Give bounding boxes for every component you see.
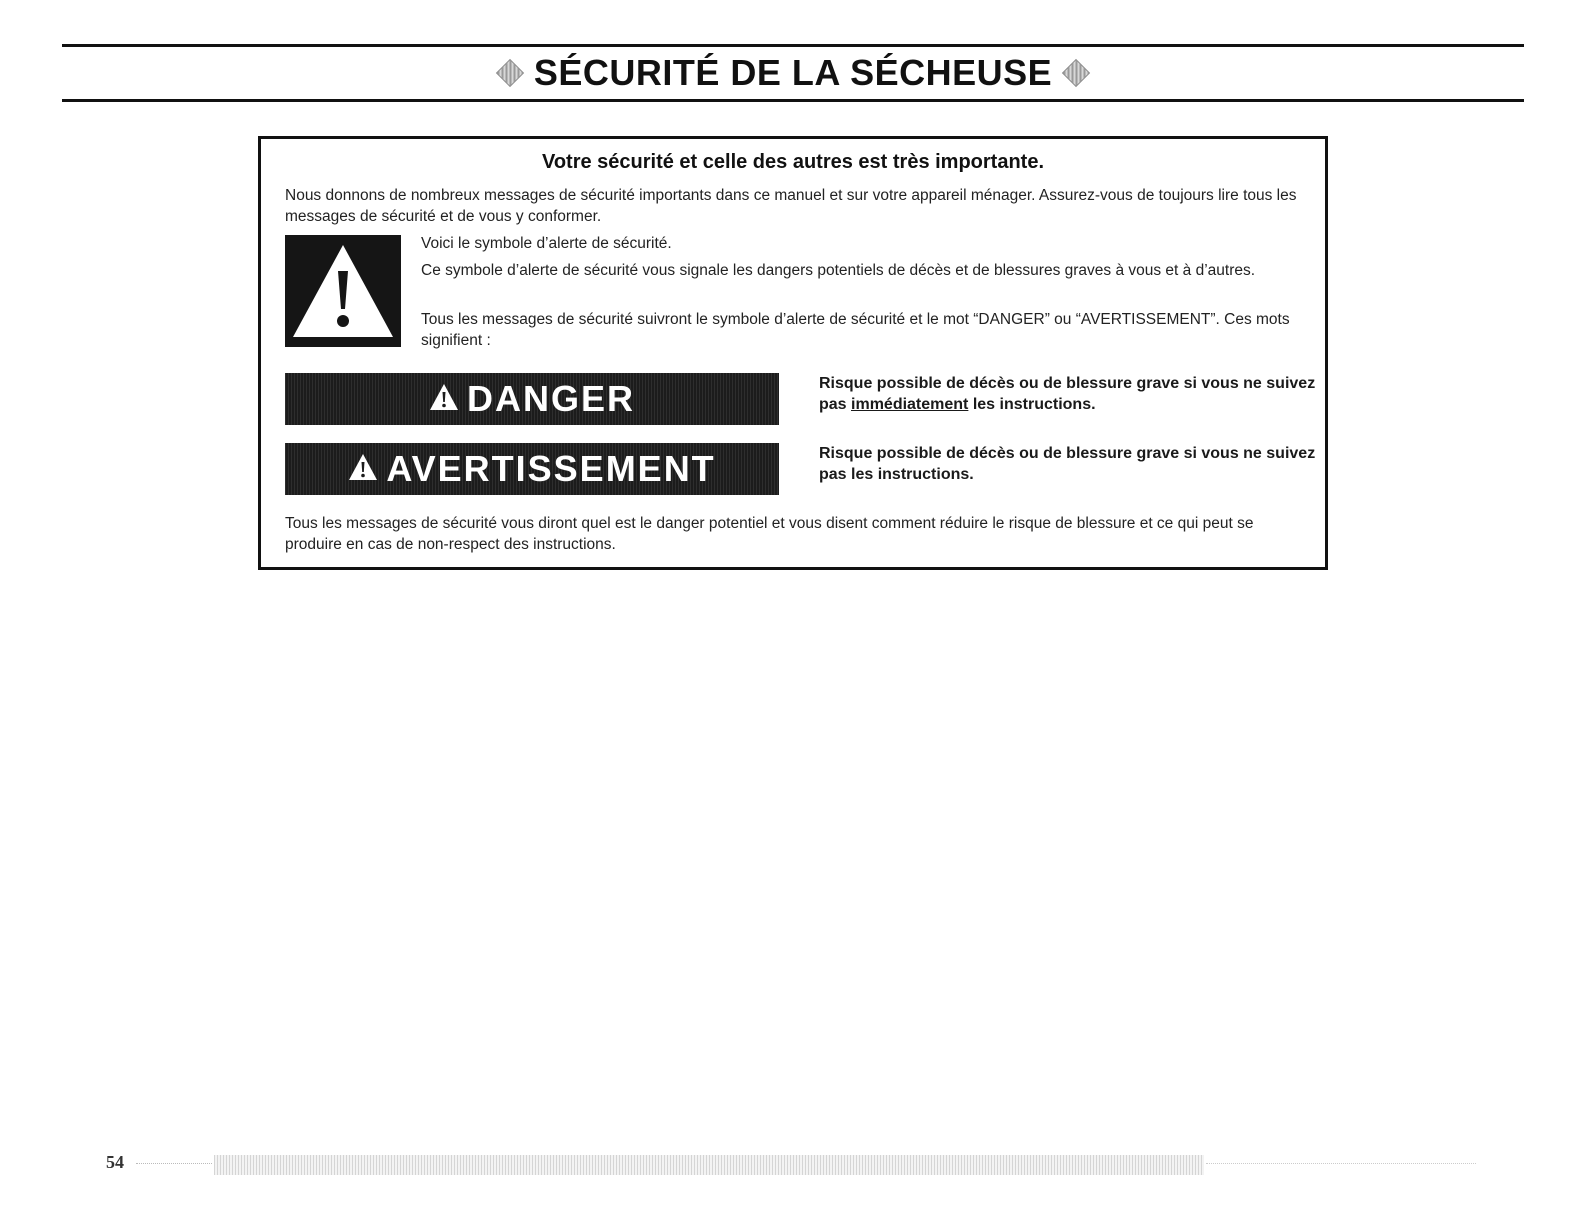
danger-description-end: les instructions. [968, 396, 1096, 413]
footer-decoration [136, 1153, 1480, 1177]
footer-shaded-band [214, 1155, 1204, 1175]
diamond-icon [1062, 59, 1090, 87]
danger-description-emphasis: immédiatement [851, 396, 969, 413]
diamond-icon [496, 59, 524, 87]
page-title-text: SÉCURITÉ DE LA SÉCHEUSE [533, 52, 1053, 93]
footer-dotted-line [1206, 1163, 1476, 1167]
warning-banner [285, 443, 779, 495]
safety-closing-text: Tous les messages de sécurité vous diront quel est le danger potentiel et vous disent comment réduire le risque de blessure et ce qui peut se produire en cas de non-respect des instructions. [285, 515, 1254, 553]
safety-intro-text: Nous donnons de nombreux messages de sécurité importants dans ce manuel et sur votre appareil ménager. Assurez-vous de toujours lire tous les messages de sécurité et de vous y conformer. [285, 187, 1297, 225]
page-title [62, 50, 1524, 96]
safety-notice-box [258, 136, 1328, 570]
danger-description-text: Risque possible de décès ou de blessure grave si vous ne suivez pas [819, 375, 1316, 413]
danger-banner-label: DANGER [466, 378, 635, 419]
symbol-description-2: Ce symbole d’alerte de sécurité vous signale les dangers potentiels de décès et de blessures graves à vous et à d’autres. [421, 262, 1256, 279]
footer-dotted-line [136, 1163, 212, 1167]
danger-description [819, 373, 1319, 415]
safety-heading: Votre sécurité et celle des autres est très importante. [541, 151, 1045, 173]
warning-triangle-icon [429, 378, 459, 420]
symbol-description-3: Tous les messages de sécurité suivront le symbole d’alerte de sécurité et le mot “DANGER” ou “AVERTISSEMENT”. Ces mots signifient : [421, 311, 1290, 349]
symbol-description-1: Voici le symbole d’alerte de sécurité. [421, 235, 672, 252]
danger-banner [285, 373, 779, 425]
bottom-rule [62, 99, 1524, 102]
warning-description: Risque possible de décès ou de blessure grave si vous ne suivez pas les instructions. [819, 445, 1316, 483]
top-rule [62, 44, 1524, 47]
warning-triangle-icon [348, 448, 378, 490]
warning-triangle-icon [285, 235, 401, 347]
warning-banner-label: AVERTISSEMENT [386, 448, 716, 489]
page-number: 54 [106, 1152, 124, 1172]
